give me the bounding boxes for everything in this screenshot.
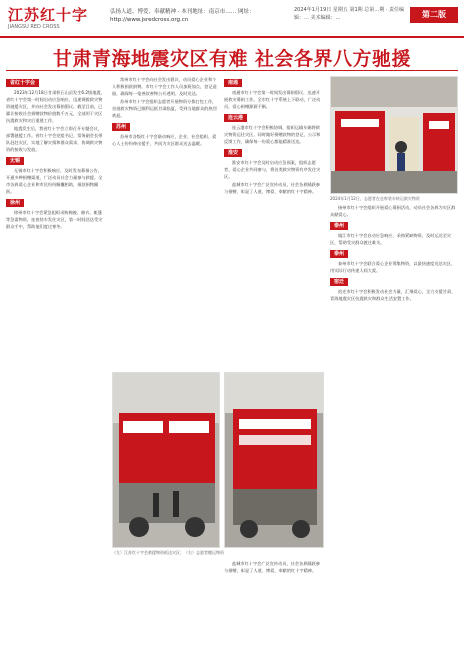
section-tag: 苏州 bbox=[112, 123, 130, 131]
section-tag: 南通 bbox=[224, 79, 242, 87]
photo-caption: 2024年1月12日，志愿者在仓库装车转运救灾物资 bbox=[330, 196, 420, 201]
paragraph: 常州市红十字会向社会发出倡议，动员爱心企业和个人积极捐款捐物。市红十字会工作人员加班加点，登记造册，确保每一笔善款善物公开透明、及时送达。 bbox=[112, 77, 217, 96]
paragraph: 徐州市红十字会紧急组织采购棉被、棉衣、帐篷等急需物资，连夜装车发往灾区，第一时间送达受灾群众手中，帮助他们度过寒冬。 bbox=[6, 210, 103, 229]
section-tag: 宿迁 bbox=[330, 278, 348, 286]
photo-relief-trucks-left bbox=[112, 372, 220, 548]
headline-rule bbox=[6, 70, 458, 71]
masthead bbox=[0, 0, 464, 38]
paragraph: 南通市红十字会第一时间发出募捐倡议，迅速开展救灾募捐工作。全市红十字系统上下联动，广泛动员，爱心捐赠源源不断。 bbox=[224, 90, 321, 109]
section-tag: 淮安 bbox=[224, 149, 242, 157]
section-tag: 徐州 bbox=[6, 199, 24, 207]
issue-info: 2024年1月19日 星期五 第1期 总第…期 · 责任编辑：… 美术编辑：… bbox=[294, 7, 404, 21]
column-1 bbox=[6, 76, 106, 654]
newspaper-logo: 江苏红十字 bbox=[8, 6, 89, 24]
paragraph: 泰州市红十字会联合爱心企业筹集物资，以最快速度送达灾区，用实际行动传递人间大爱。 bbox=[330, 261, 456, 273]
main-headline: 甘肃青海地震灾区有难 社会各界八方驰援 bbox=[52, 48, 412, 70]
paragraph: 苏州市红十字会组织志愿者开展物资分拣打包工作，首批救灾物资已顺利运抵甘肃临夏，受到当地群众的热烈欢迎。 bbox=[112, 99, 217, 118]
paragraph: 无锡市红十字会积极响应，及时发布募捐公告，开通多种捐赠渠道，广泛动员社会力量参与救援。全市各界爱心企业和市民纷纷解囊相助，捐款捐物踊跃。 bbox=[6, 168, 103, 194]
paragraph: 2023年12月18日甘肃积石山县发生6.2级地震，省红十字会第一时间启动应急响应，迅速调拨救灾物资驰援灾区，并向社会发出募捐倡议。截至目前，已累计接收社会捐赠款物价值数千万元，全部用于灾区抗震救灾和灾后重建工作。 bbox=[6, 90, 105, 123]
section-tag: 泰州 bbox=[330, 222, 348, 230]
photo-illustration bbox=[113, 373, 220, 548]
photo-illustration bbox=[331, 77, 458, 194]
paragraph: 扬州市红十字会组织开展爱心募捐活动，动员社会各界为灾区群众献爱心。 bbox=[330, 205, 456, 217]
column-3 bbox=[224, 76, 324, 368]
masthead-slogan: 弘扬人道、博爱、奉献精神 · 本刊地址：南京市…… 网址：http://www.jsredcross.org.cn bbox=[110, 9, 255, 23]
paragraph: 淮安市红十字会及时启动应急预案，组织志愿者、爱心企业共同参与，将各类救灾物资有序发往灾区。 bbox=[224, 160, 321, 179]
photo-caption: （左）江苏红十字会救援物资抵达灾区；（右）志愿者搬运物资 bbox=[112, 550, 224, 555]
paragraph: 盐城市红十字会广泛宣传动员，社会各界踊跃参与捐赠，彰显了人道、博爱、奉献的红十字精神。 bbox=[224, 182, 320, 194]
column-2-top bbox=[112, 76, 220, 276]
paragraph: 镇江市红十字会启动应急响应，采购紧缺物资，及时运送至灾区，帮助受灾群众渡过难关。 bbox=[330, 233, 452, 245]
photo-illustration bbox=[225, 373, 324, 548]
photo-warehouse-loading bbox=[330, 76, 458, 194]
paragraph: 盐城市红十字会广泛宣传动员，社会各界踊跃参与捐赠，彰显了人道、博爱、奉献的红十字精神。 bbox=[224, 561, 320, 573]
column-3-bottom bbox=[224, 560, 324, 654]
paragraph: 苏州市各级红十字会联动响应，企业、社会组织、爱心人士纷纷伸出援手，共同为灾区群众送去温暖。 bbox=[112, 134, 217, 146]
photo-relief-trucks-right bbox=[224, 372, 324, 548]
section-tag: 泰州 bbox=[330, 250, 348, 258]
paragraph: 宿迁市红十字会积极发动社会力量，汇聚爱心，全力支援甘肃、青海地震灾区抗震救灾和群众生活安置工作。 bbox=[330, 289, 456, 301]
section-tag: 无锡 bbox=[6, 157, 24, 165]
section-tag: 省红十字会 bbox=[6, 79, 39, 87]
page-number-badge: 第二版 bbox=[410, 7, 458, 23]
section-tag: 连云港 bbox=[224, 114, 247, 122]
paragraph: 连云港市红十字会积极协调，组织运输车辆将救灾物资运往灾区，同时做好捐赠款物的登记、公示和反馈工作，确保每一份爱心都能精准送达。 bbox=[224, 125, 321, 144]
paragraph: 地震发生后，我省红十字会立即召开专题会议，部署驰援工作。省红十字会党组书记、常务副会长带队赶赴灾区，实地了解灾情和群众需求，协调救灾物资的接收与发放。 bbox=[6, 126, 103, 152]
newspaper-logo-sub: JIANGSU RED CROSS bbox=[8, 24, 60, 30]
column-4 bbox=[330, 204, 458, 654]
